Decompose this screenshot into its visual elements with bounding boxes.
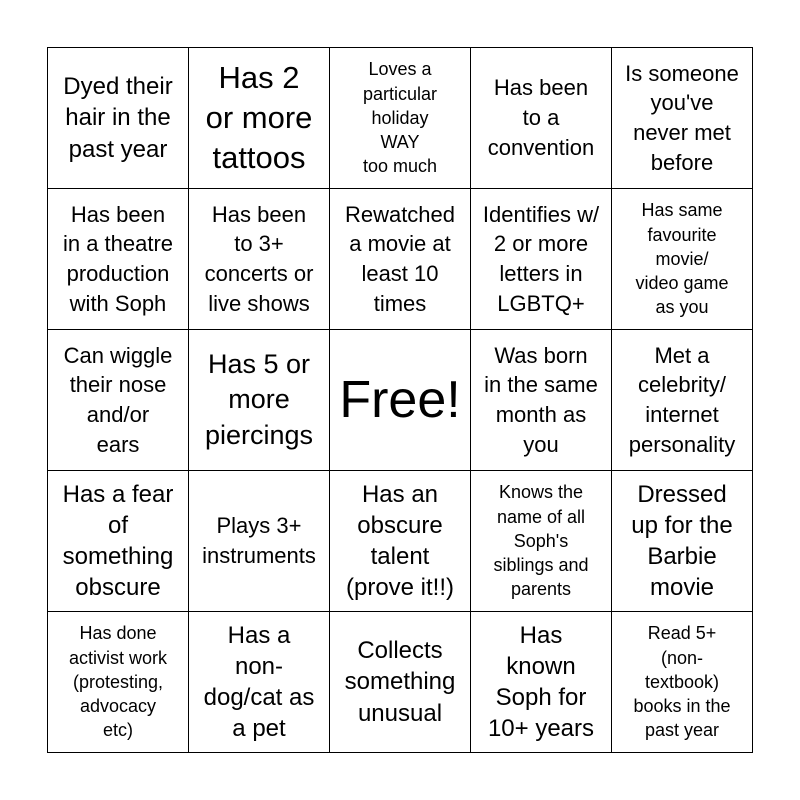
bingo-cell-r1-c2[interactable] — [189, 48, 330, 189]
cell-text: Has done activist work (protesting, advocacy etc) — [68, 623, 167, 741]
bingo-cell-r1-c3[interactable] — [330, 48, 471, 189]
bingo-cell-r3-c2[interactable] — [189, 330, 330, 471]
cell-text: Has same favourite movie/ video game as you — [635, 200, 729, 318]
cell-text: Identifies w/ 2 or more letters in LGBTQ+ — [482, 201, 600, 316]
bingo-cell-r3-c5[interactable] — [612, 330, 753, 471]
cell-text: Was born in the same month as you — [484, 342, 598, 457]
cell-text: Met a celebrity/ internet personality — [628, 342, 736, 457]
cell-text: Read 5+ (non- textbook) books in the past year — [633, 623, 731, 741]
cell-text: Has been to a convention — [487, 75, 595, 160]
bingo-cell-r1-c5[interactable] — [612, 48, 753, 189]
cell-text: Dressed up for the Barbie movie — [631, 480, 733, 602]
free-space-text: Free! — [339, 370, 461, 429]
cell-text: Has an obscure talent (prove it!!) — [345, 480, 455, 602]
cell-text: Has known Soph for 10+ years — [487, 621, 595, 743]
cell-text: Is someone you've never met before — [625, 60, 739, 175]
bingo-cell-r1-c1[interactable] — [48, 48, 189, 189]
cell-text: Can wiggle their nose and/or ears — [63, 342, 173, 457]
bingo-cell-free[interactable] — [330, 330, 471, 471]
cell-text: Has been in a theatre production with Soph — [62, 201, 174, 316]
bingo-cell-r5-c5[interactable] — [612, 612, 753, 753]
cell-text: Has a fear of something obscure — [62, 480, 174, 602]
bingo-cell-r4-c5[interactable] — [612, 471, 753, 612]
cell-text: Has a non- dog/cat as a pet — [203, 621, 315, 743]
cell-text: Loves a particular holiday WAY too much — [362, 59, 438, 177]
bingo-cell-r2-c3[interactable] — [330, 189, 471, 330]
cell-text: Plays 3+ instruments — [202, 513, 316, 568]
cell-text: Has 2 or more tattoos — [205, 59, 313, 176]
bingo-cell-r2-c4[interactable] — [471, 189, 612, 330]
bingo-cell-r5-c2[interactable] — [189, 612, 330, 753]
cell-text: Has been to 3+ concerts or live shows — [204, 201, 314, 316]
bingo-cell-r3-c4[interactable] — [471, 330, 612, 471]
cell-text: Collects something unusual — [344, 637, 456, 727]
bingo-cell-r3-c1[interactable] — [48, 330, 189, 471]
bingo-cell-r5-c4[interactable] — [471, 612, 612, 753]
bingo-cell-r5-c1[interactable] — [48, 612, 189, 753]
bingo-cell-r4-c1[interactable] — [48, 471, 189, 612]
cell-text: Has 5 or more piercings — [204, 349, 314, 450]
bingo-cell-r5-c3[interactable] — [330, 612, 471, 753]
cell-text: Rewatched a movie at least 10 times — [344, 201, 456, 316]
bingo-cell-r1-c4[interactable] — [471, 48, 612, 189]
bingo-cell-r4-c2[interactable] — [189, 471, 330, 612]
bingo-cell-r4-c3[interactable] — [330, 471, 471, 612]
bingo-board — [47, 47, 753, 753]
cell-text: Knows the name of all Soph's siblings and parents — [493, 482, 589, 600]
bingo-cell-r4-c4[interactable] — [471, 471, 612, 612]
cell-text: Dyed their hair in the past year — [63, 73, 173, 163]
bingo-cell-r2-c1[interactable] — [48, 189, 189, 330]
bingo-cell-r2-c5[interactable] — [612, 189, 753, 330]
bingo-cell-r2-c2[interactable] — [189, 189, 330, 330]
